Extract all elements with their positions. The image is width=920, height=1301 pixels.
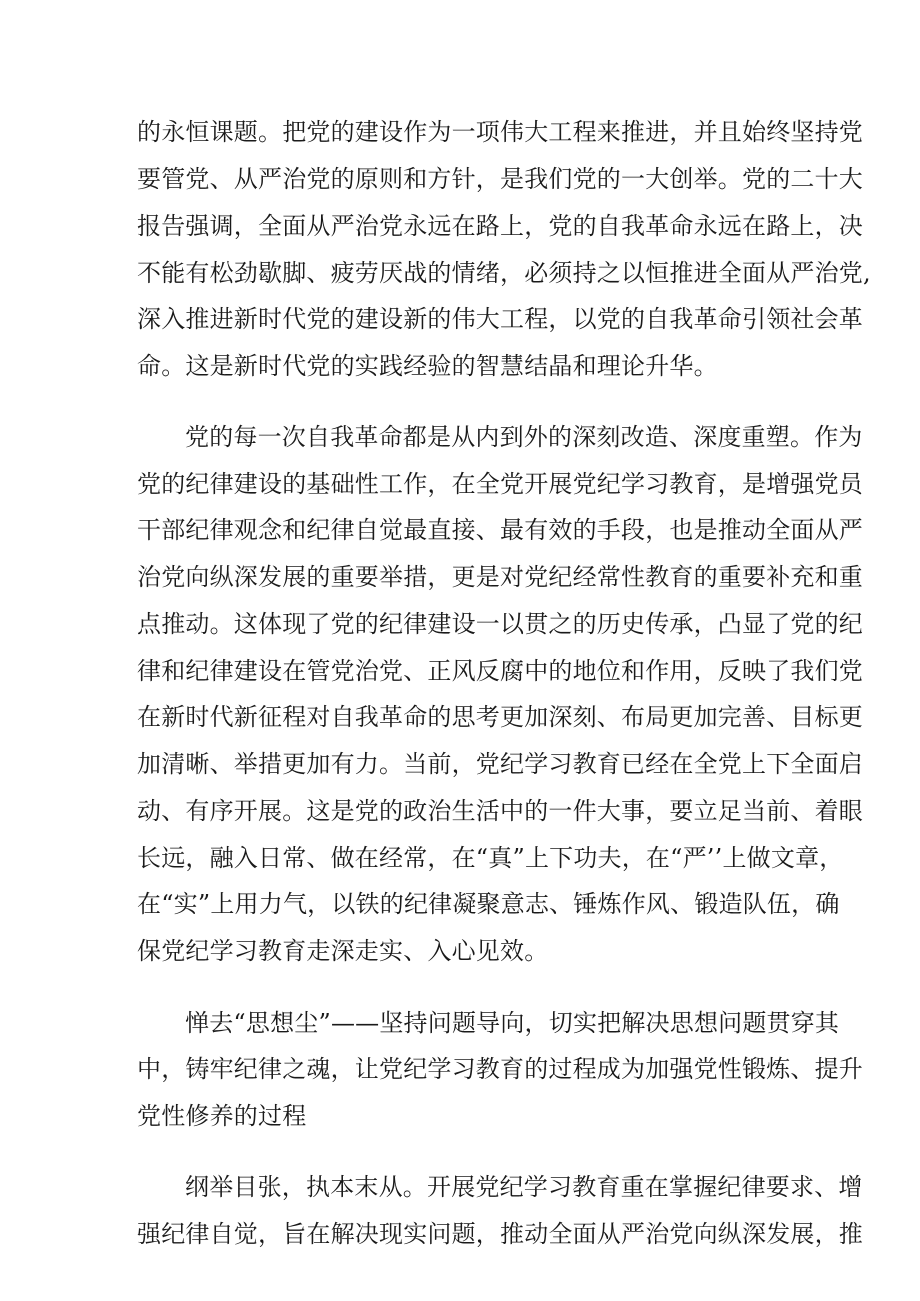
text-line: 的永恒课题。把党的建设作为一项伟大工程来推进，并且始终坚持党 <box>137 118 863 146</box>
text-line: 报告强调，全面从严治党永远在路上，党的自我革命永远在路上，决 <box>137 212 863 240</box>
text-line: 命。这是新时代党的实践经验的智慧结晶和理论升华。 <box>137 352 718 380</box>
text-line: 党的纪律建设的基础性工作，在全党开展党纪学习教育，是增强党员 <box>137 470 863 498</box>
text-line: 治党向纵深发展的重要举措，更是对党纪经常性教育的重要补充和重 <box>137 563 863 591</box>
text-line: 动、有序开展。这是党的政治生活中的一件大事，要立足当前、着眼 <box>137 797 863 825</box>
text-line: 强纪律自觉，旨在解决现实问题，推动全面从严治党向纵深发展，推 <box>137 1220 863 1248</box>
section-heading-line: 惮去“思想尘”——坚持问题导向，切实把解决思想问题贯穿其 <box>185 1009 840 1037</box>
text-line: 加清晰、举措更加有力。当前，党纪学习教育已经在全党上下全面启 <box>137 750 863 778</box>
text-line: 保党纪学习教育走深走实、入心见效。 <box>137 937 549 965</box>
text-line: 深入推进新时代党的建设新的伟大工程，以党的自我革命引领社会革 <box>137 305 863 333</box>
paragraph-first-line: 纲举目张，执本末从。开展党纪学习教育重在掌握纪律要求、增 <box>185 1173 863 1201</box>
text-line: 在新时代新征程对自我革命的思考更加深刻、布局更加完善、目标更 <box>137 703 863 731</box>
text-line: 要管党、从严治党的原则和方针，是我们党的一大创举。党的二十大 <box>137 165 863 193</box>
text-line: 律和纪律建设在管党治党、正风反腐中的地位和作用，反映了我们党 <box>137 657 863 685</box>
section-heading-line: 党性修养的过程 <box>137 1102 307 1130</box>
paragraph-first-line: 党的每一次自我革命都是从内到外的深刻改造、深度重塑。作为 <box>185 423 863 451</box>
section-heading-line: 中，铸牢纪律之魂，让党纪学习教育的过程成为加强党性锻炼、提升 <box>137 1055 863 1083</box>
text-line: 长远，融入日常、做在经常，在“真”上下功夫，在“严’’上做文章， <box>137 844 844 872</box>
text-line: 干部纪律观念和纪律自觉最直接、最有效的手段，也是推动全面从严 <box>137 516 863 544</box>
text-line: 在“实”上用力气，以铁的纪律凝聚意志、锤炼作风、锻造队伍，确 <box>137 890 840 918</box>
text-line: 点推动。这体现了党的纪律建设一以贯之的历史传承，凸显了党的纪 <box>137 610 863 638</box>
text-line: 不能有松劲歇脚、疲劳厌战的情绪，必须持之以恒推进全面从严治党, <box>137 259 871 287</box>
